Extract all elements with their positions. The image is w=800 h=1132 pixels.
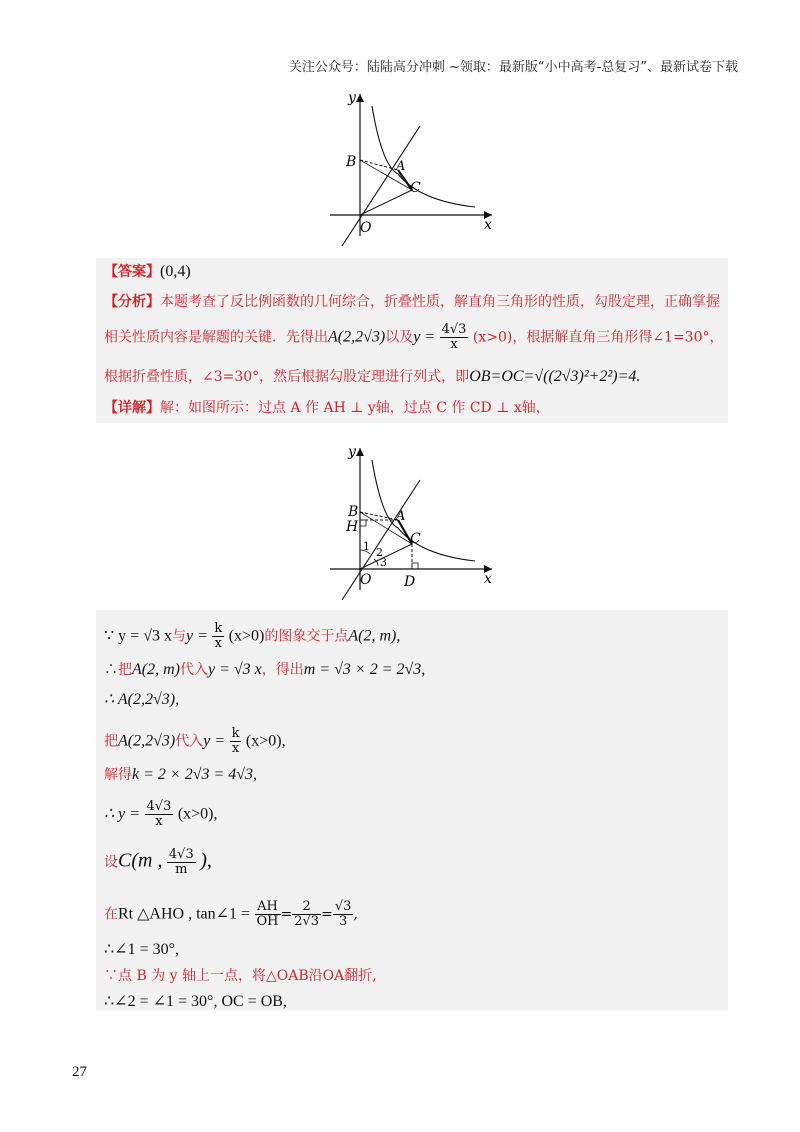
step-10-a: ∵点 B 为 y 轴上一点，将△OAB沿OA翻折, <box>104 968 377 984</box>
step-1 <box>104 622 400 651</box>
segment-ba <box>360 512 398 520</box>
angle-label-3: 3 <box>380 556 387 569</box>
step-2-b: 把 <box>118 662 132 678</box>
step-2-c: A(2, m) <box>132 661 180 678</box>
step-8-num1: AH <box>255 900 281 915</box>
step-5-a: 解得 <box>104 767 132 783</box>
step-8 <box>104 900 358 929</box>
detail-intro-line <box>104 398 550 418</box>
analysis-line-1 <box>104 292 720 312</box>
analysis-text-2a: 相关性质内容是解题的关键．先得出 <box>104 329 328 346</box>
step-1-e: 的图象交于点 <box>264 628 349 645</box>
step-7-fraction <box>167 848 196 877</box>
step-4-c: 代入 <box>175 733 204 750</box>
label-a: A <box>396 509 406 524</box>
analysis-line-3 <box>104 367 640 387</box>
answer-value: (0,4) <box>160 263 191 280</box>
step-7-num: 4√3 <box>168 847 194 862</box>
step-2-g: m = √3 × 2 = 2√3, <box>303 661 426 678</box>
y-axis-arrow-icon <box>356 94 364 102</box>
step-8-eq: = <box>280 906 293 923</box>
analysis-math-2d: y = <box>413 328 436 346</box>
step-4-a: 把 <box>104 733 118 750</box>
analysis-text-2c: 以及 <box>385 329 414 346</box>
step-8-num2: 2 <box>292 900 321 915</box>
hyperbola-curve <box>372 460 475 561</box>
fraction-numerator: 4√3 <box>441 322 467 337</box>
right-angle-h <box>360 520 366 526</box>
step-1-f: A(2, m), <box>348 627 401 645</box>
step-6-num: 4√3 <box>146 799 172 814</box>
analysis-text-3a: 根据折叠性质，∠3=30°，然后根据勾股定理进行列式，即 <box>104 369 470 385</box>
label-d: D <box>404 574 416 590</box>
step-1-den: x <box>214 636 222 651</box>
step-6-b: (x>0), <box>177 805 218 823</box>
page-number: 27 <box>72 1064 87 1080</box>
y-axis-arrow-icon <box>356 448 364 456</box>
step-8-den1: OH <box>256 914 279 929</box>
step-6-fraction <box>145 800 174 829</box>
step-6 <box>104 800 218 829</box>
step-9 <box>104 940 179 960</box>
step-8-den3: 3 <box>338 914 348 929</box>
analysis-math-2b: A(2,2√3) <box>328 328 386 346</box>
step-8-fraction-1 <box>255 900 281 929</box>
page-header: 关注公众号：陆陆高分冲刺 ~领取：最新版“小中高考-总复习”、最新试卷下载 <box>288 60 738 75</box>
step-8-c: , <box>353 906 358 923</box>
analysis-tag: 【分析】 <box>104 294 160 310</box>
step-4-d: y = <box>203 732 226 750</box>
step-8-eq2: = <box>321 906 333 923</box>
step-2 <box>104 660 425 680</box>
step-4 <box>104 727 286 756</box>
label-h: H <box>346 519 359 535</box>
step-8-fraction-2 <box>292 900 321 929</box>
step-2-f: ，得出 <box>261 662 304 678</box>
figure-1-graph <box>320 86 500 246</box>
figure-2-graph <box>320 440 500 600</box>
step-8-fraction-3 <box>333 900 354 929</box>
step-4-e: (x>0), <box>245 732 286 750</box>
step-2-d: 代入 <box>179 662 208 678</box>
analysis-fraction <box>440 323 469 352</box>
segment-oc <box>360 190 412 215</box>
right-angle-d <box>412 563 418 569</box>
step-5-b: k = 2 × 2√3 = 4√3, <box>132 766 258 783</box>
step-7-b: C(m , <box>118 849 163 872</box>
step-3-a: ∴ A(2,2√3), <box>104 691 180 708</box>
step-8-b: Rt △AHO , tan∠1 = <box>118 905 251 923</box>
step-9-a: ∴∠1 = 30°, <box>104 941 180 958</box>
label-o: O <box>360 220 372 236</box>
label-x: x <box>484 571 492 587</box>
label-x: x <box>484 217 492 233</box>
step-7-c: ), <box>200 849 212 872</box>
step-4-den: x <box>231 741 240 756</box>
step-10 <box>104 966 377 986</box>
step-11 <box>104 992 287 1012</box>
step-4-num: k <box>231 726 240 741</box>
step-6-a: ∴ y = <box>104 805 141 823</box>
answer-line <box>104 262 191 282</box>
step-1-fraction <box>212 622 224 651</box>
step-6-den: x <box>155 814 163 829</box>
label-y: y <box>348 444 356 460</box>
step-1-a: ∵ y = √3 x <box>104 627 172 645</box>
step-1-d: (x>0) <box>228 627 265 645</box>
step-8-a: 在 <box>104 906 118 923</box>
angle-label-2: 2 <box>376 546 383 559</box>
step-1-b: 与 <box>171 628 186 645</box>
fraction-denominator: x <box>450 337 458 352</box>
label-c: C <box>410 531 421 547</box>
step-7-den: m <box>175 862 188 877</box>
step-2-a: ∴ <box>104 662 118 678</box>
step-1-num: k <box>214 621 223 636</box>
label-b: B <box>346 154 357 170</box>
answer-tag: 【答案】 <box>104 264 160 280</box>
analysis-text-2f: (x>0)，根据解直角三角形得∠1=30°， <box>472 329 724 346</box>
analysis-math-3b: OB=OC=√((2√3)²+2²)=4. <box>469 368 641 385</box>
detail-tag: 【详解】 <box>104 400 160 416</box>
step-2-e: y = √3 x <box>207 661 262 678</box>
hyperbola-curve <box>372 106 475 207</box>
step-5 <box>104 765 257 785</box>
angle-label-1: 1 <box>363 540 370 553</box>
label-a: A <box>396 159 406 174</box>
step-8-num3: √3 <box>334 899 352 914</box>
label-c: C <box>410 180 421 196</box>
step-4-b: A(2,2√3) <box>118 732 176 750</box>
analysis-text-1: 本题考查了反比例函数的几何综合，折叠性质，解直角三角形的性质，勾股定理，正确掌握 <box>160 294 720 310</box>
analysis-line-2 <box>104 323 724 352</box>
step-3 <box>104 690 179 710</box>
detail-intro: 解：如图所示：过点 A 作 AH ⊥ y轴，过点 C 作 CD ⊥ x轴， <box>160 400 550 416</box>
label-o: O <box>360 572 372 588</box>
step-7-a: 设 <box>104 854 118 871</box>
step-7 <box>104 848 212 877</box>
label-b: B <box>348 504 359 520</box>
step-1-c: y = <box>185 627 208 645</box>
step-8-den2: 2√3 <box>294 914 320 929</box>
label-y: y <box>348 90 356 106</box>
step-11-a: ∴∠2 = ∠1 = 30°, OC = OB, <box>104 993 287 1010</box>
step-4-fraction <box>230 727 242 756</box>
